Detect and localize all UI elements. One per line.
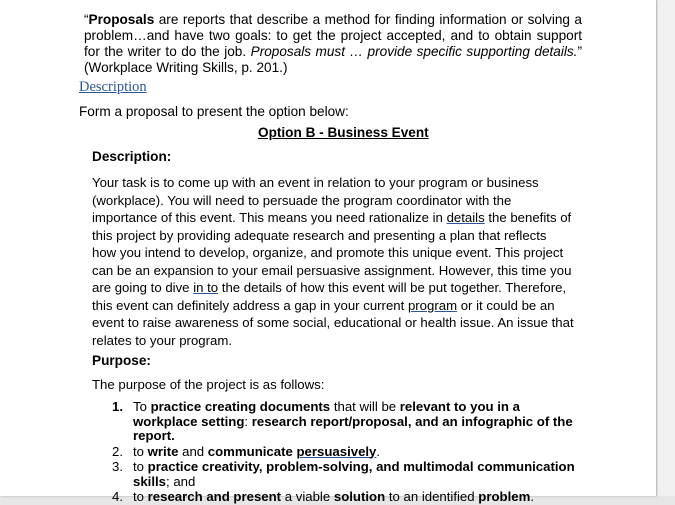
list-item: 1. To practice creating documents that will be relevant to you in a workplace setting: research report/proposal, and an infographic of the report.	[112, 399, 573, 443]
list-number: 2.	[112, 443, 123, 459]
intro-text: Form a proposal to present the option below:	[79, 104, 349, 119]
list-item: 3. to practice creativity, problem-solving, and multimodal communication skills; and	[112, 459, 575, 489]
description-label: Description:	[92, 149, 172, 164]
list-number: 3.	[112, 459, 123, 474]
option-title: Option B - Business Event	[258, 125, 429, 140]
list-number: 1.	[112, 399, 123, 414]
description-heading[interactable]: Description	[79, 79, 147, 95]
spellcheck-word: details	[446, 210, 485, 225]
purpose-label: Purpose:	[92, 353, 151, 368]
purpose-list	[112, 400, 582, 505]
list-number: 4.	[112, 489, 123, 504]
list-item: 2. to write and communicate persuasively.	[112, 443, 381, 459]
description-body: Your task is to come up with an event in relation to your program or business (workplace). You will need to persuade the program coordinator with the importance of this event. This means you need rationalize in details the benefits of this project by providing adequate research and presenting a plan that reflects how you intend to develop, organize, and promote this unique event. This project can be an expansion to your email persuasive assignment. However, this time you are going to dive in to the details of how this event will be put together. Therefore, this event can definitely address a gap in your current program or it could be an event to raise awareness of some social, educational or health issue. An issue that relates to your program.	[92, 175, 574, 348]
proposals-term: Proposals	[88, 12, 155, 27]
vertical-scrollbar[interactable]	[657, 0, 675, 496]
spellcheck-word: in to	[193, 280, 219, 295]
list-item: 4. to research and present a viable solution to an identified problem.	[112, 489, 534, 504]
spellcheck-word: persuasively	[296, 443, 377, 459]
proposal-definition-quote: “Proposals are reports that describe a method for finding information or solving a problem…and have two goals: to get the project accepted, and to obtain support for the writer to do the job. Proposals must … provide specific supporting details.” (Workplace Writing Skills, p. 201.)	[84, 12, 582, 75]
purpose-intro: The purpose of the project is as follows:	[92, 377, 325, 392]
spellcheck-word: program	[407, 297, 458, 313]
